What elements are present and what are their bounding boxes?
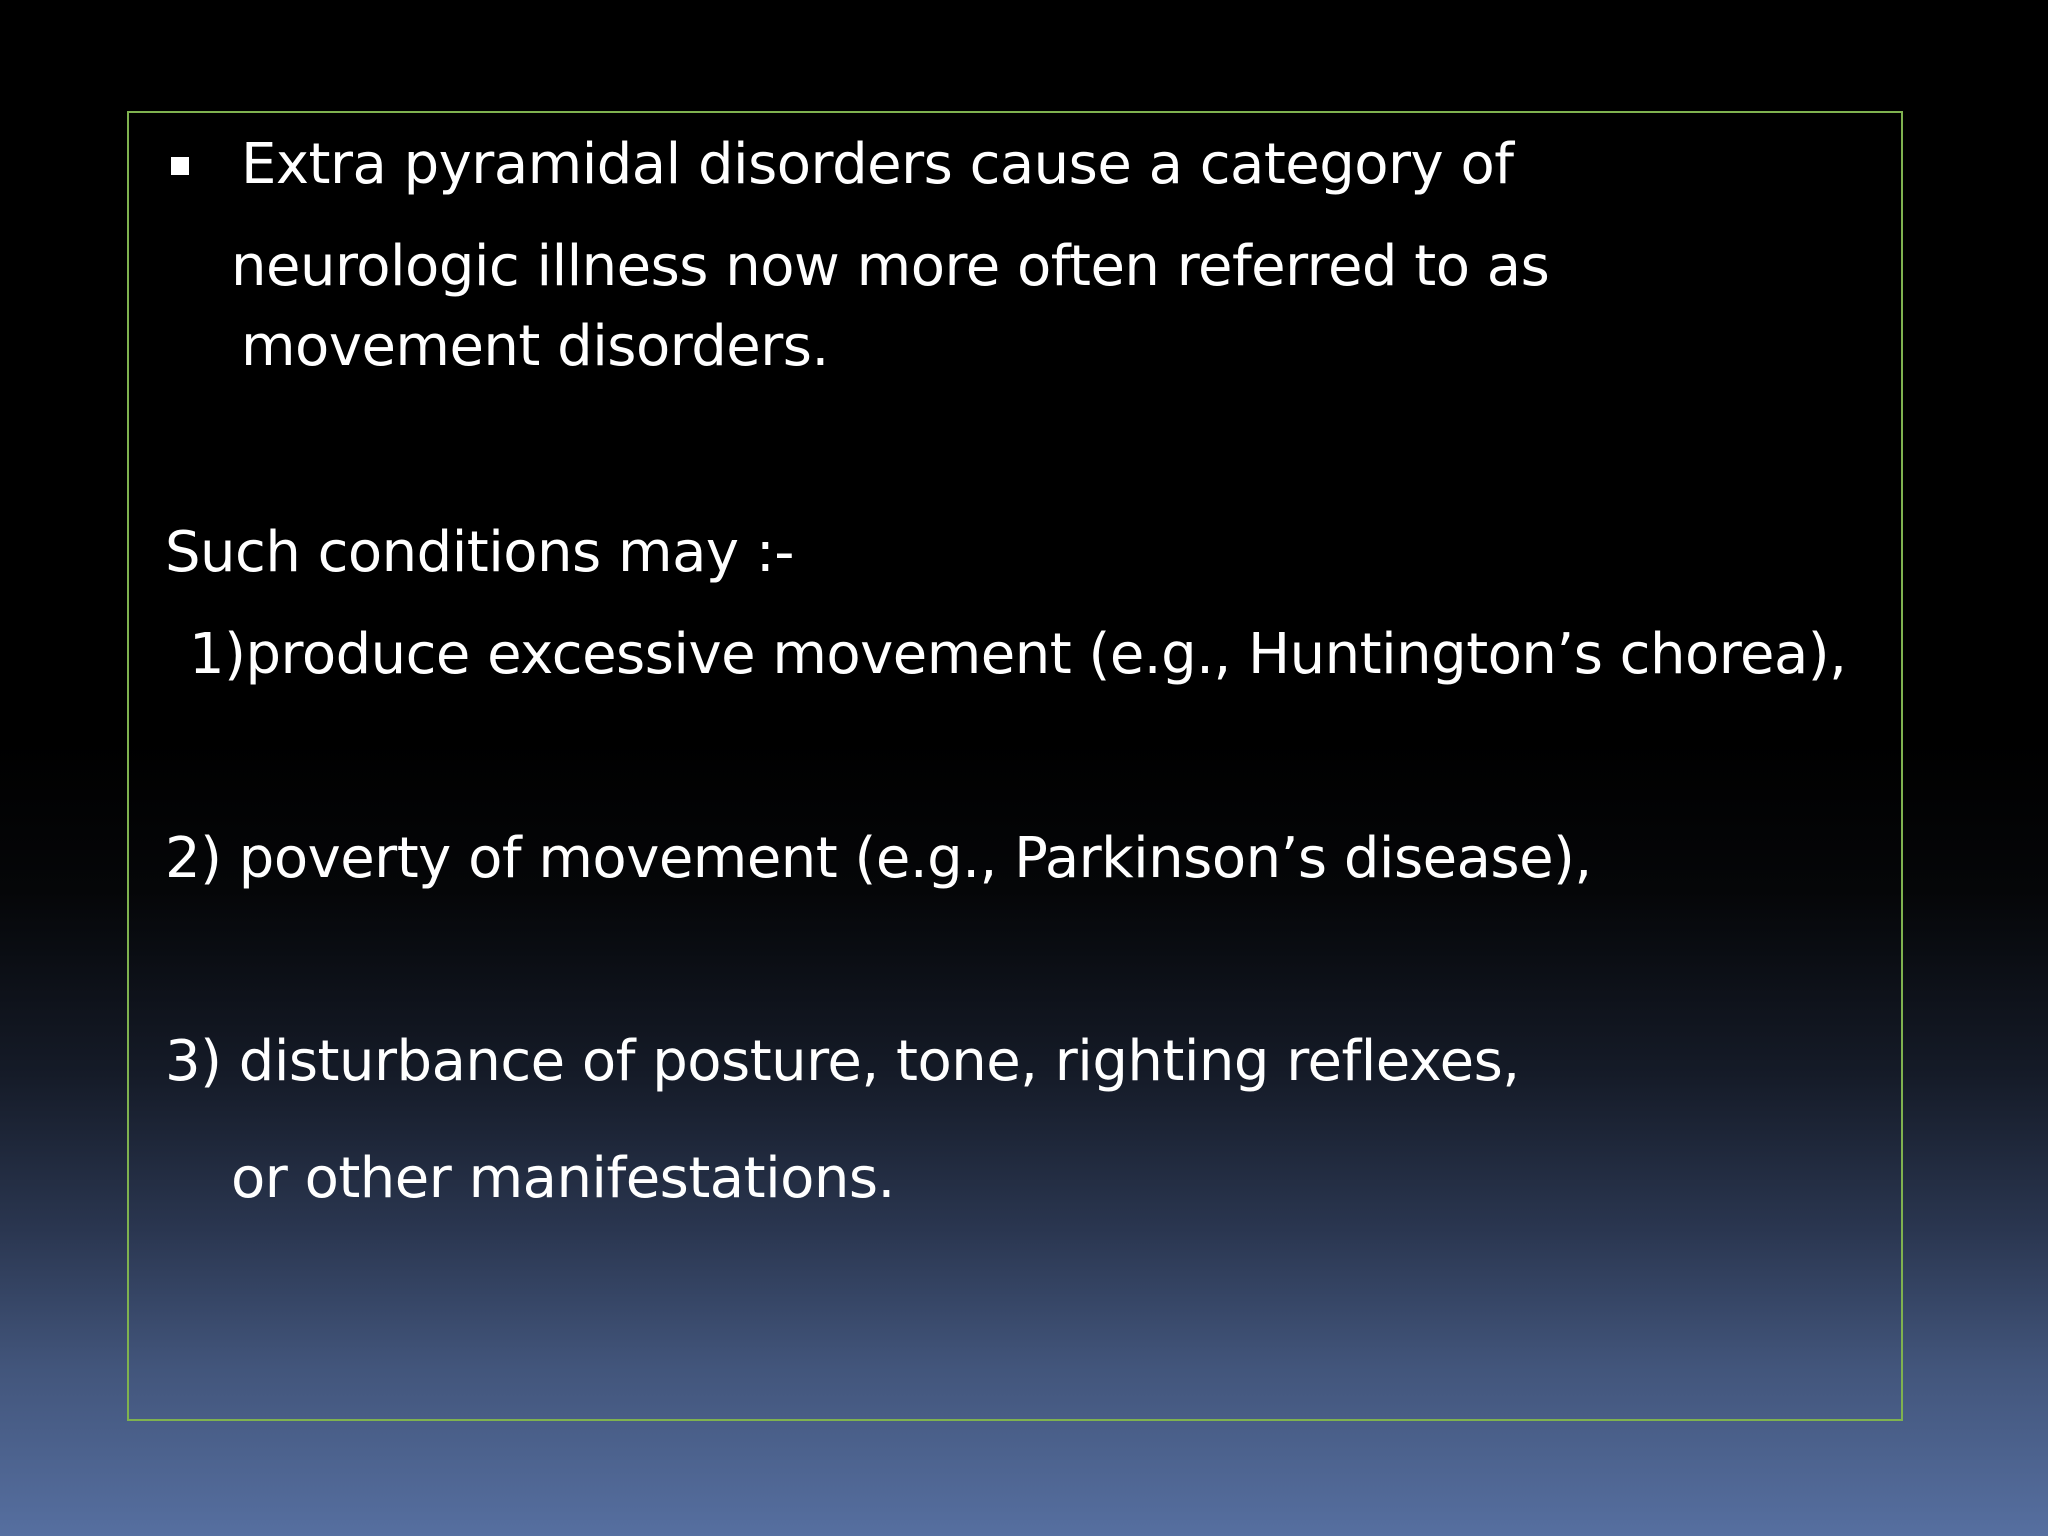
conditions-intro: Such conditions may :-	[165, 520, 794, 585]
bullet-text-line-2: neurologic illness now more often referred to as	[231, 234, 1550, 299]
list-item-poverty-of-movement: 2) poverty of movement (e.g., Parkinson’s disease),	[165, 826, 1592, 891]
content-frame	[127, 111, 1903, 1421]
list-item-excessive-movement: 1)produce excessive movement (e.g., Huntington’s chorea),	[189, 622, 1847, 687]
bullet-text-line-1: Extra pyramidal disorders cause a category of	[241, 132, 1514, 197]
square-bullet-icon	[171, 157, 189, 175]
list-item-posture-disturbance-continued: or other manifestations.	[231, 1146, 895, 1211]
list-item-posture-disturbance: 3) disturbance of posture, tone, righting reflexes,	[165, 1029, 1520, 1094]
bullet-text-line-3: movement disorders.	[241, 314, 829, 379]
